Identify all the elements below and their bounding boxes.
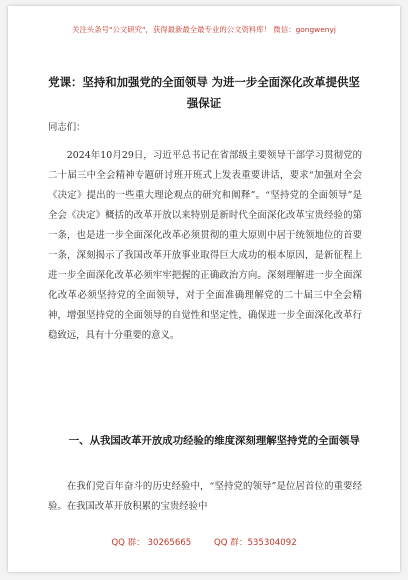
document-page (8, 6, 400, 572)
footer-contact (8, 536, 400, 548)
salutation: 同志们： (48, 122, 86, 133)
document-title: 党课：坚持和加强党的全面领导 为进一步全面深化改革提供坚强保证 (48, 75, 360, 110)
section-heading-1: 一、从我国改革开放成功经验的维度深刻理解坚持党的全面领导 (68, 435, 360, 447)
footer-qq-group-1: QQ 群： 30265665 (111, 538, 192, 548)
body-paragraph-2: 在我们党百年奋斗的历史经验中，“坚持党的领导”是位居首位的重要经验。在我国改革开放积累的宝贵经验中 (48, 481, 362, 512)
body-paragraph-1: 2024年10月29日，习近平总书记在省部级主要领导干部学习贯彻党的二十届三中全会精神专题研讨班开班式上发表重要讲话，要求“加强对全会《决定》提出的一些重大理论观点的研究和阐释”。“坚持党的全面领导”是全会《决定》概括的改革开放以来特别是新时代全面深化改革宝贵经验的第一条，也是进一步全面深化改革必须贯彻的重大原则中居于统领地位的首要一条，深刻揭示了我国改革开放事业取得巨大成功的根本原因，是新征程上进一步全面深化改革必须牢牢把握的正确政治方向。深刻理解进一步全面深化改革必须坚持党的全面领导，对于全面准确理解党的二十届三中全会精神，增强坚持党的全面领导的自觉性和坚定性，确保进一步全面深化改革行稳致远，具有十分重要的意义。 (48, 150, 362, 341)
header-banner: 关注头条号"公文研究"，获得最新最全最专业的公文资料库！ 微信：gongwenyj (72, 25, 336, 34)
footer-qq-group-2: QQ 群：535304092 (214, 538, 297, 548)
